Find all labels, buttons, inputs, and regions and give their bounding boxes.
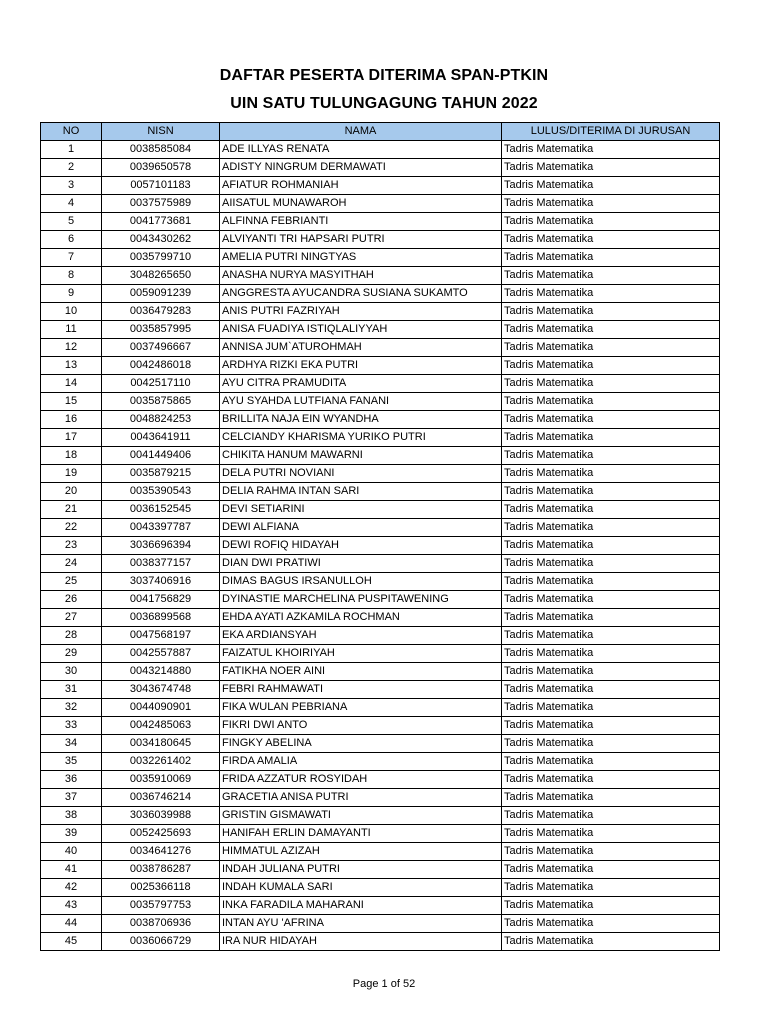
cell-nisn: 0041756829 — [102, 591, 220, 609]
cell-nama: DEWI ALFIANA — [220, 519, 502, 537]
cell-no: 3 — [41, 177, 102, 195]
cell-nama: CELCIANDY KHARISMA YURIKO PUTRI — [220, 429, 502, 447]
cell-jurusan: Tadris Matematika — [502, 645, 720, 663]
cell-jurusan: Tadris Matematika — [502, 159, 720, 177]
cell-nisn: 0041449406 — [102, 447, 220, 465]
cell-jurusan: Tadris Matematika — [502, 699, 720, 717]
cell-nisn: 0036899568 — [102, 609, 220, 627]
cell-nama: ANGGRESTA AYUCANDRA SUSIANA SUKAMTO — [220, 285, 502, 303]
table-row — [41, 843, 720, 861]
cell-nama: FIKRI DWI ANTO — [220, 717, 502, 735]
cell-no: 41 — [41, 861, 102, 879]
cell-nisn: 0042557887 — [102, 645, 220, 663]
cell-jurusan: Tadris Matematika — [502, 321, 720, 339]
cell-jurusan: Tadris Matematika — [502, 789, 720, 807]
cell-nama: DEWI ROFIQ HIDAYAH — [220, 537, 502, 555]
cell-jurusan: Tadris Matematika — [502, 393, 720, 411]
table-row — [41, 627, 720, 645]
cell-nama: AIISATUL MUNAWAROH — [220, 195, 502, 213]
cell-no: 21 — [41, 501, 102, 519]
cell-nisn: 0059091239 — [102, 285, 220, 303]
cell-no: 35 — [41, 753, 102, 771]
cell-nisn: 0036746214 — [102, 789, 220, 807]
cell-nama: ANASHA NURYA MASYITHAH — [220, 267, 502, 285]
cell-nisn: 0047568197 — [102, 627, 220, 645]
cell-nama: ADISTY NINGRUM DERMAWATI — [220, 159, 502, 177]
table-row — [41, 573, 720, 591]
cell-nama: INTAN AYU 'AFRINA — [220, 915, 502, 933]
cell-no: 43 — [41, 897, 102, 915]
table-row — [41, 861, 720, 879]
cell-jurusan: Tadris Matematika — [502, 897, 720, 915]
table-row — [41, 213, 720, 231]
cell-jurusan: Tadris Matematika — [502, 465, 720, 483]
cell-no: 10 — [41, 303, 102, 321]
table-row — [41, 609, 720, 627]
cell-jurusan: Tadris Matematika — [502, 807, 720, 825]
table-row — [41, 789, 720, 807]
cell-jurusan: Tadris Matematika — [502, 483, 720, 501]
cell-nama: DIMAS BAGUS IRSANULLOH — [220, 573, 502, 591]
header-nisn: NISN — [102, 123, 220, 141]
cell-nama: DELIA RAHMA INTAN SARI — [220, 483, 502, 501]
cell-no: 42 — [41, 879, 102, 897]
header-jurusan: LULUS/DITERIMA DI JURUSAN — [502, 123, 720, 141]
table-row — [41, 501, 720, 519]
cell-nama: ALVIYANTI TRI HAPSARI PUTRI — [220, 231, 502, 249]
cell-nama: DEVI SETIARINI — [220, 501, 502, 519]
cell-nisn: 3043674748 — [102, 681, 220, 699]
cell-no: 6 — [41, 231, 102, 249]
cell-nama: ARDHYA RIZKI EKA PUTRI — [220, 357, 502, 375]
cell-no: 33 — [41, 717, 102, 735]
cell-jurusan: Tadris Matematika — [502, 357, 720, 375]
cell-no: 5 — [41, 213, 102, 231]
cell-no: 8 — [41, 267, 102, 285]
cell-no: 29 — [41, 645, 102, 663]
cell-jurusan: Tadris Matematika — [502, 555, 720, 573]
cell-nisn: 0043430262 — [102, 231, 220, 249]
cell-nisn: 0042517110 — [102, 375, 220, 393]
cell-nisn: 0038786287 — [102, 861, 220, 879]
cell-no: 32 — [41, 699, 102, 717]
cell-nama: FATIKHA NOER AINI — [220, 663, 502, 681]
table-row — [41, 447, 720, 465]
cell-jurusan: Tadris Matematika — [502, 177, 720, 195]
table-row — [41, 321, 720, 339]
cell-nama: CHIKITA HANUM MAWARNI — [220, 447, 502, 465]
table-row — [41, 339, 720, 357]
cell-no: 25 — [41, 573, 102, 591]
header-no: NO — [41, 123, 102, 141]
cell-nama: AYU SYAHDA LUTFIANA FANANI — [220, 393, 502, 411]
table-row — [41, 177, 720, 195]
cell-nama: DYINASTIE MARCHELINA PUSPITAWENING — [220, 591, 502, 609]
cell-jurusan: Tadris Matematika — [502, 573, 720, 591]
cell-nama: FINGKY ABELINA — [220, 735, 502, 753]
cell-nisn: 3036039988 — [102, 807, 220, 825]
cell-no: 9 — [41, 285, 102, 303]
cell-no: 17 — [41, 429, 102, 447]
cell-no: 22 — [41, 519, 102, 537]
table-row — [41, 249, 720, 267]
cell-jurusan: Tadris Matematika — [502, 681, 720, 699]
cell-nisn: 0057101183 — [102, 177, 220, 195]
cell-nisn: 0035875865 — [102, 393, 220, 411]
table-row — [41, 699, 720, 717]
cell-nama: BRILLITA NAJA EIN WYANDHA — [220, 411, 502, 429]
cell-no: 40 — [41, 843, 102, 861]
cell-nama: HANIFAH ERLIN DAMAYANTI — [220, 825, 502, 843]
cell-no: 30 — [41, 663, 102, 681]
cell-nisn: 0035799710 — [102, 249, 220, 267]
table-row — [41, 555, 720, 573]
cell-no: 39 — [41, 825, 102, 843]
cell-jurusan: Tadris Matematika — [502, 411, 720, 429]
cell-jurusan: Tadris Matematika — [502, 375, 720, 393]
cell-jurusan: Tadris Matematika — [502, 501, 720, 519]
cell-no: 19 — [41, 465, 102, 483]
table-row — [41, 375, 720, 393]
cell-nisn: 0035910069 — [102, 771, 220, 789]
cell-nisn: 0052425693 — [102, 825, 220, 843]
cell-nisn: 0041773681 — [102, 213, 220, 231]
table-row — [41, 429, 720, 447]
cell-jurusan: Tadris Matematika — [502, 141, 720, 159]
cell-no: 20 — [41, 483, 102, 501]
table-row — [41, 663, 720, 681]
cell-nama: HIMMATUL AZIZAH — [220, 843, 502, 861]
cell-nama: ANISA FUADIYA ISTIQLALIYYAH — [220, 321, 502, 339]
cell-nama: EHDA AYATI AZKAMILA ROCHMAN — [220, 609, 502, 627]
cell-no: 45 — [41, 933, 102, 951]
cell-nama: ADE ILLYAS RENATA — [220, 141, 502, 159]
cell-nama: INDAH JULIANA PUTRI — [220, 861, 502, 879]
cell-nama: GRACETIA ANISA PUTRI — [220, 789, 502, 807]
cell-jurusan: Tadris Matematika — [502, 303, 720, 321]
cell-nisn: 0043214880 — [102, 663, 220, 681]
cell-nisn: 0037496667 — [102, 339, 220, 357]
cell-jurusan: Tadris Matematika — [502, 825, 720, 843]
cell-nama: ANNISA JUM`ATUROHMAH — [220, 339, 502, 357]
cell-no: 26 — [41, 591, 102, 609]
cell-no: 12 — [41, 339, 102, 357]
cell-no: 16 — [41, 411, 102, 429]
cell-jurusan: Tadris Matematika — [502, 717, 720, 735]
table-row — [41, 141, 720, 159]
table-row — [41, 159, 720, 177]
cell-no: 23 — [41, 537, 102, 555]
cell-nisn: 0035797753 — [102, 897, 220, 915]
cell-nisn: 0038377157 — [102, 555, 220, 573]
cell-nisn: 0034180645 — [102, 735, 220, 753]
header-nama: NAMA — [220, 123, 502, 141]
cell-nama: ALFINNA FEBRIANTI — [220, 213, 502, 231]
cell-nama: AMELIA PUTRI NINGTYAS — [220, 249, 502, 267]
cell-jurusan: Tadris Matematika — [502, 537, 720, 555]
table-row — [41, 303, 720, 321]
cell-nisn: 0036066729 — [102, 933, 220, 951]
cell-nisn: 3048265650 — [102, 267, 220, 285]
cell-no: 13 — [41, 357, 102, 375]
cell-nisn: 0038706936 — [102, 915, 220, 933]
table-row — [41, 411, 720, 429]
document-subtitle: UIN SATU TULUNGAGUNG TAHUN 2022 — [230, 95, 538, 112]
cell-no: 44 — [41, 915, 102, 933]
cell-nama: IRA NUR HIDAYAH — [220, 933, 502, 951]
cell-nisn: 0037575989 — [102, 195, 220, 213]
cell-nisn: 0036152545 — [102, 501, 220, 519]
cell-no: 4 — [41, 195, 102, 213]
cell-jurusan: Tadris Matematika — [502, 429, 720, 447]
table-row — [41, 483, 720, 501]
cell-nisn: 3037406916 — [102, 573, 220, 591]
cell-jurusan: Tadris Matematika — [502, 627, 720, 645]
cell-no: 37 — [41, 789, 102, 807]
cell-jurusan: Tadris Matematika — [502, 195, 720, 213]
table-row — [41, 231, 720, 249]
participants-table — [40, 122, 720, 951]
cell-nama: DIAN DWI PRATIWI — [220, 555, 502, 573]
cell-jurusan: Tadris Matematika — [502, 285, 720, 303]
cell-nama: INDAH KUMALA SARI — [220, 879, 502, 897]
table-row — [41, 519, 720, 537]
table-row — [41, 357, 720, 375]
cell-nama: FRIDA AZZATUR ROSYIDAH — [220, 771, 502, 789]
cell-nisn: 0032261402 — [102, 753, 220, 771]
cell-nisn: 0048824253 — [102, 411, 220, 429]
cell-no: 27 — [41, 609, 102, 627]
table-row — [41, 735, 720, 753]
table-header-row — [41, 123, 720, 141]
cell-nama: FAIZATUL KHOIRIYAH — [220, 645, 502, 663]
table-row — [41, 753, 720, 771]
table-row — [41, 285, 720, 303]
table-row — [41, 933, 720, 951]
cell-nisn: 0044090901 — [102, 699, 220, 717]
cell-no: 11 — [41, 321, 102, 339]
cell-no: 36 — [41, 771, 102, 789]
cell-nisn: 0043641911 — [102, 429, 220, 447]
cell-jurusan: Tadris Matematika — [502, 735, 720, 753]
cell-jurusan: Tadris Matematika — [502, 231, 720, 249]
cell-nisn: 0042485063 — [102, 717, 220, 735]
cell-no: 28 — [41, 627, 102, 645]
cell-nama: AYU CITRA PRAMUDITA — [220, 375, 502, 393]
cell-jurusan: Tadris Matematika — [502, 249, 720, 267]
table-row — [41, 825, 720, 843]
table-row — [41, 465, 720, 483]
cell-nisn: 0039650578 — [102, 159, 220, 177]
cell-no: 38 — [41, 807, 102, 825]
cell-jurusan: Tadris Matematika — [502, 213, 720, 231]
cell-no: 34 — [41, 735, 102, 753]
cell-nama: GRISTIN GISMAWATI — [220, 807, 502, 825]
cell-jurusan: Tadris Matematika — [502, 609, 720, 627]
cell-jurusan: Tadris Matematika — [502, 447, 720, 465]
table-row — [41, 879, 720, 897]
table-row — [41, 195, 720, 213]
table-row — [41, 681, 720, 699]
cell-nisn: 0043397787 — [102, 519, 220, 537]
cell-nisn: 0035879215 — [102, 465, 220, 483]
cell-nisn: 0035390543 — [102, 483, 220, 501]
table-row — [41, 537, 720, 555]
cell-no: 18 — [41, 447, 102, 465]
cell-no: 31 — [41, 681, 102, 699]
page-number: Page 1 of 52 — [352, 978, 416, 990]
cell-jurusan: Tadris Matematika — [502, 591, 720, 609]
cell-no: 14 — [41, 375, 102, 393]
cell-jurusan: Tadris Matematika — [502, 339, 720, 357]
cell-nama: AFIATUR ROHMANIAH — [220, 177, 502, 195]
cell-no: 15 — [41, 393, 102, 411]
cell-nama: EKA ARDIANSYAH — [220, 627, 502, 645]
cell-nisn: 0034641276 — [102, 843, 220, 861]
table-row — [41, 645, 720, 663]
cell-jurusan: Tadris Matematika — [502, 267, 720, 285]
cell-nama: ANIS PUTRI FAZRIYAH — [220, 303, 502, 321]
cell-jurusan: Tadris Matematika — [502, 771, 720, 789]
cell-no: 1 — [41, 141, 102, 159]
table-row — [41, 897, 720, 915]
cell-jurusan: Tadris Matematika — [502, 519, 720, 537]
cell-no: 2 — [41, 159, 102, 177]
cell-jurusan: Tadris Matematika — [502, 753, 720, 771]
cell-jurusan: Tadris Matematika — [502, 843, 720, 861]
cell-nisn: 0035857995 — [102, 321, 220, 339]
cell-nisn: 0042486018 — [102, 357, 220, 375]
cell-nama: FIRDA AMALIA — [220, 753, 502, 771]
cell-nama: FIKA WULAN PEBRIANA — [220, 699, 502, 717]
cell-jurusan: Tadris Matematika — [502, 879, 720, 897]
table-row — [41, 267, 720, 285]
cell-nama: FEBRI RAHMAWATI — [220, 681, 502, 699]
cell-no: 24 — [41, 555, 102, 573]
cell-nisn: 3036696394 — [102, 537, 220, 555]
table-row — [41, 807, 720, 825]
table-row — [41, 393, 720, 411]
table-row — [41, 915, 720, 933]
cell-jurusan: Tadris Matematika — [502, 933, 720, 951]
cell-nisn: 0038585084 — [102, 141, 220, 159]
cell-nisn: 0025366118 — [102, 879, 220, 897]
table-row — [41, 591, 720, 609]
cell-no: 7 — [41, 249, 102, 267]
cell-jurusan: Tadris Matematika — [502, 861, 720, 879]
cell-jurusan: Tadris Matematika — [502, 663, 720, 681]
document-title: DAFTAR PESERTA DITERIMA SPAN-PTKIN — [219, 67, 549, 84]
cell-nama: INKA FARADILA MAHARANI — [220, 897, 502, 915]
cell-nama: DELA PUTRI NOVIANI — [220, 465, 502, 483]
table-row — [41, 717, 720, 735]
table-row — [41, 771, 720, 789]
cell-jurusan: Tadris Matematika — [502, 915, 720, 933]
cell-nisn: 0036479283 — [102, 303, 220, 321]
